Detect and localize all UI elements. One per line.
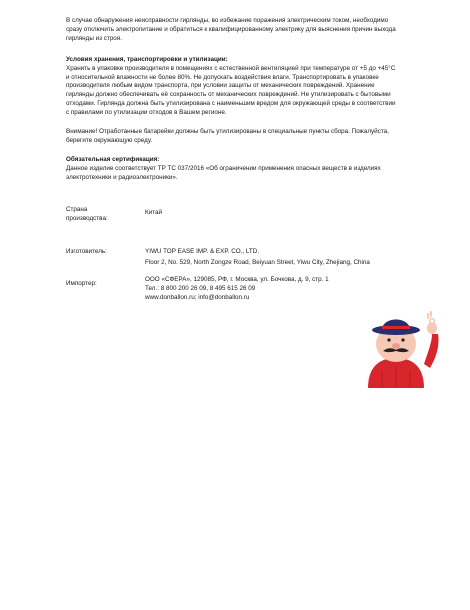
certification-section (66, 156, 442, 182)
mascot-arm (424, 334, 439, 368)
importer-line: ООО «СФЕРА», 129085, РФ, г. Москва, ул. Бочкова, д. 9, стр. 1 (145, 276, 329, 283)
importer-line: Тел.: 8 800 200 26 09, 8 495 615 26 09 (145, 284, 256, 292)
manufacturer-value (145, 248, 370, 268)
storage-line: и относительной влажности не более 80%. Не допускать воздействия влаги. Транспортировать в упаковке (66, 73, 379, 81)
manufacturer-line: YIWU TOP EASE IMP. & EXP. CO., LTD. (145, 248, 260, 255)
country-label-line: Страна (66, 206, 88, 213)
storage-line: отходами. Гирлянда должна быть утилизирована с наименьшим вредом для окружающей среды в соответствии (66, 99, 396, 107)
battery-line: Внимание! Отработанные батарейки должны быть утилизированы в специальные пункты сбора. Пожалуйста, (66, 128, 389, 135)
safety-paragraph (66, 17, 442, 43)
certification-heading: Обязательная сертификация: (66, 156, 160, 163)
safety-line: гирлянды из строя. (66, 34, 122, 42)
storage-heading: Условия хранения, транспортировки и утилизации: (66, 56, 228, 63)
certification-line: Данное изделие соответствует ТР ТС 037/2016 «Об ограничении применения опасных веществ в изделиях (66, 164, 381, 172)
manufacturer-line: Floor 2, No. 529, North Zongze Road, Beiyuan Street, Yiwu City, Zhejiang, China (145, 258, 370, 266)
certification-line: электротехники и радиоэлектроники». (66, 173, 178, 181)
battery-line: берегите окружающую среду. (66, 136, 153, 144)
storage-line: гирлянды должно обеспечивать её сохранность от механических повреждений. Не утилизировать с бытовыми (66, 91, 391, 99)
country-label-line: производства: (66, 214, 108, 222)
importer-label: Импортер: (66, 280, 97, 287)
battery-paragraph (66, 128, 442, 146)
country-label (66, 206, 146, 224)
storage-line: производителя любым видом транспорта, при условии защиты от механических повреждений. Хранение (66, 82, 375, 90)
importer-value (145, 276, 329, 302)
manufacturer-label: Изготовитель: (66, 248, 107, 255)
safety-line: В случае обнаружения неисправности гирлянды, во избежание поражения электрическим током, необходимо (66, 17, 389, 24)
storage-line: Хранить в упаковке производителя в помещениях с естественной вентиляцией при температуре от +5 до +45°С (66, 64, 396, 72)
safety-line: сразу отключить электропитание и обратиться к квалифицированному электрику для выяснения причин выхода (66, 25, 396, 33)
country-value: Китай (145, 209, 163, 216)
mascot-logo (352, 308, 448, 388)
storage-section (66, 56, 442, 118)
storage-line: с правилами по утилизации отходов в Вашем регионе. (66, 108, 227, 116)
importer-line: www.donballon.ru; info@donballon.ru (145, 293, 250, 301)
